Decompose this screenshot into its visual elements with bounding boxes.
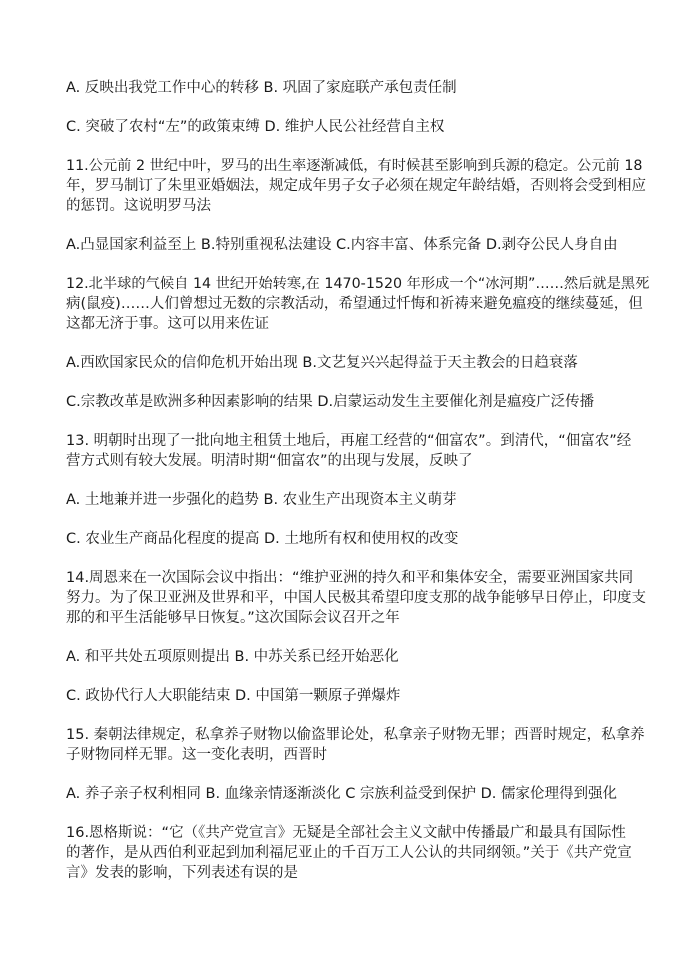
q16-stem-line-1: 16.恩格斯说：“它（《共产党宣言》无疑是全部社会主义文献中传播最广和最具有国际性	[66, 825, 626, 841]
q12-stem-line-2: 病(鼠疫)……人们曾想过无数的宗教活动，希望通过忏悔和祈祷来避免瘟疫的继续蔓延，但	[66, 296, 643, 312]
q14-stem-line-1: 14.周恩来在一次国际会议中指出：“维护亚洲的持久和平和集体安全，需要亚洲国家共同	[66, 570, 634, 586]
q10-options-row-2: C. 突破了农村“左”的政策束缚 D. 维护人民公社经营自主权	[66, 119, 445, 135]
q11-stem-line-1: 11.公元前 2 世纪中叶，罗马的出生率逐渐减低，有时候甚至影响到兵源的稳定。公元前 18	[66, 158, 643, 174]
q16-stem-line-3: 言》发表的影响，下列表述有误的是	[66, 865, 298, 881]
q12-options-row-2: C.宗教改革是欧洲多种因素影响的结果 D.启蒙运动发生主要催化剂是瘟疫广泛传播	[66, 394, 595, 410]
q15-stem-line-1: 15. 秦朝法律规定，私拿养子财物以偷盗罪论处，私拿亲子财物无罪；西晋时规定，私拿养	[66, 727, 645, 743]
q12-stem-line-1: 12.北半球的气候自 14 世纪开始转寒,在 1470-1520 年形成一个“冰河期”……然后就是黑死	[66, 276, 650, 292]
q13-stem-line-1: 13. 明朝时出现了一批向地主租赁土地后，再雇工经营的“佃富农”。到清代，“佃富农”经	[66, 433, 632, 449]
q16-stem-line-2: 的著作，是从西伯利亚起到加利福尼亚止的千百万工人公认的共同纲领。”关于《共产党宣	[66, 845, 632, 861]
q14-options-row-1: A. 和平共处五项原则提出 B. 中苏关系已经开始恶化	[66, 649, 399, 665]
q14-stem-line-2: 努力。为了保卫亚洲及世界和平，中国人民极其希望印度支那的战争能够早日停止，印度支	[66, 590, 646, 606]
q11-stem-line-2: 年，罗马制订了朱里亚婚姻法，规定成年男子女子必须在规定年龄结婚，否则将会受到相应	[66, 178, 646, 194]
q11-options: A.凸显国家利益至上 B.特别重视私法建设 C.内容丰富、体系完备 D.剥夺公民人身自由	[66, 237, 618, 253]
q10-options-row-1: A. 反映出我党工作中心的转移 B. 巩固了家庭联产承包责任制	[66, 80, 457, 96]
q15-stem-line-2: 子财物同样无罪。这一变化表明，西晋时	[66, 747, 327, 763]
q13-options-row-2: C. 农业生产商品化程度的提高 D. 土地所有权和使用权的改变	[66, 531, 459, 547]
q14-options-row-2: C. 政协代行人大职能结束 D. 中国第一颗原子弹爆炸	[66, 688, 401, 704]
q12-options-row-1: A.西欧国家民众的信仰危机开始出现 B.文艺复兴兴起得益于天主教会的日趋衰落	[66, 355, 578, 371]
q14-stem-line-3: 那的和平生活能够早日恢复。”这次国际会议召开之年	[66, 610, 400, 626]
q12-stem-line-3: 这都无济于事。这可以用来佐证	[66, 316, 269, 332]
q13-stem-line-2: 营方式则有较大发展。明清时期“佃富农”的出现与发展，反映了	[66, 453, 473, 469]
q11-stem-line-3: 的惩罚。这说明罗马法	[66, 198, 211, 214]
q15-options: A. 养子亲子权利相同 B. 血缘亲情逐渐淡化 C 宗族利益受到保护 D. 儒家伦理得到强化	[66, 786, 617, 802]
q13-options-row-1: A. 土地兼并进一步强化的趋势 B. 农业生产出现资本主义萌芽	[66, 492, 457, 508]
